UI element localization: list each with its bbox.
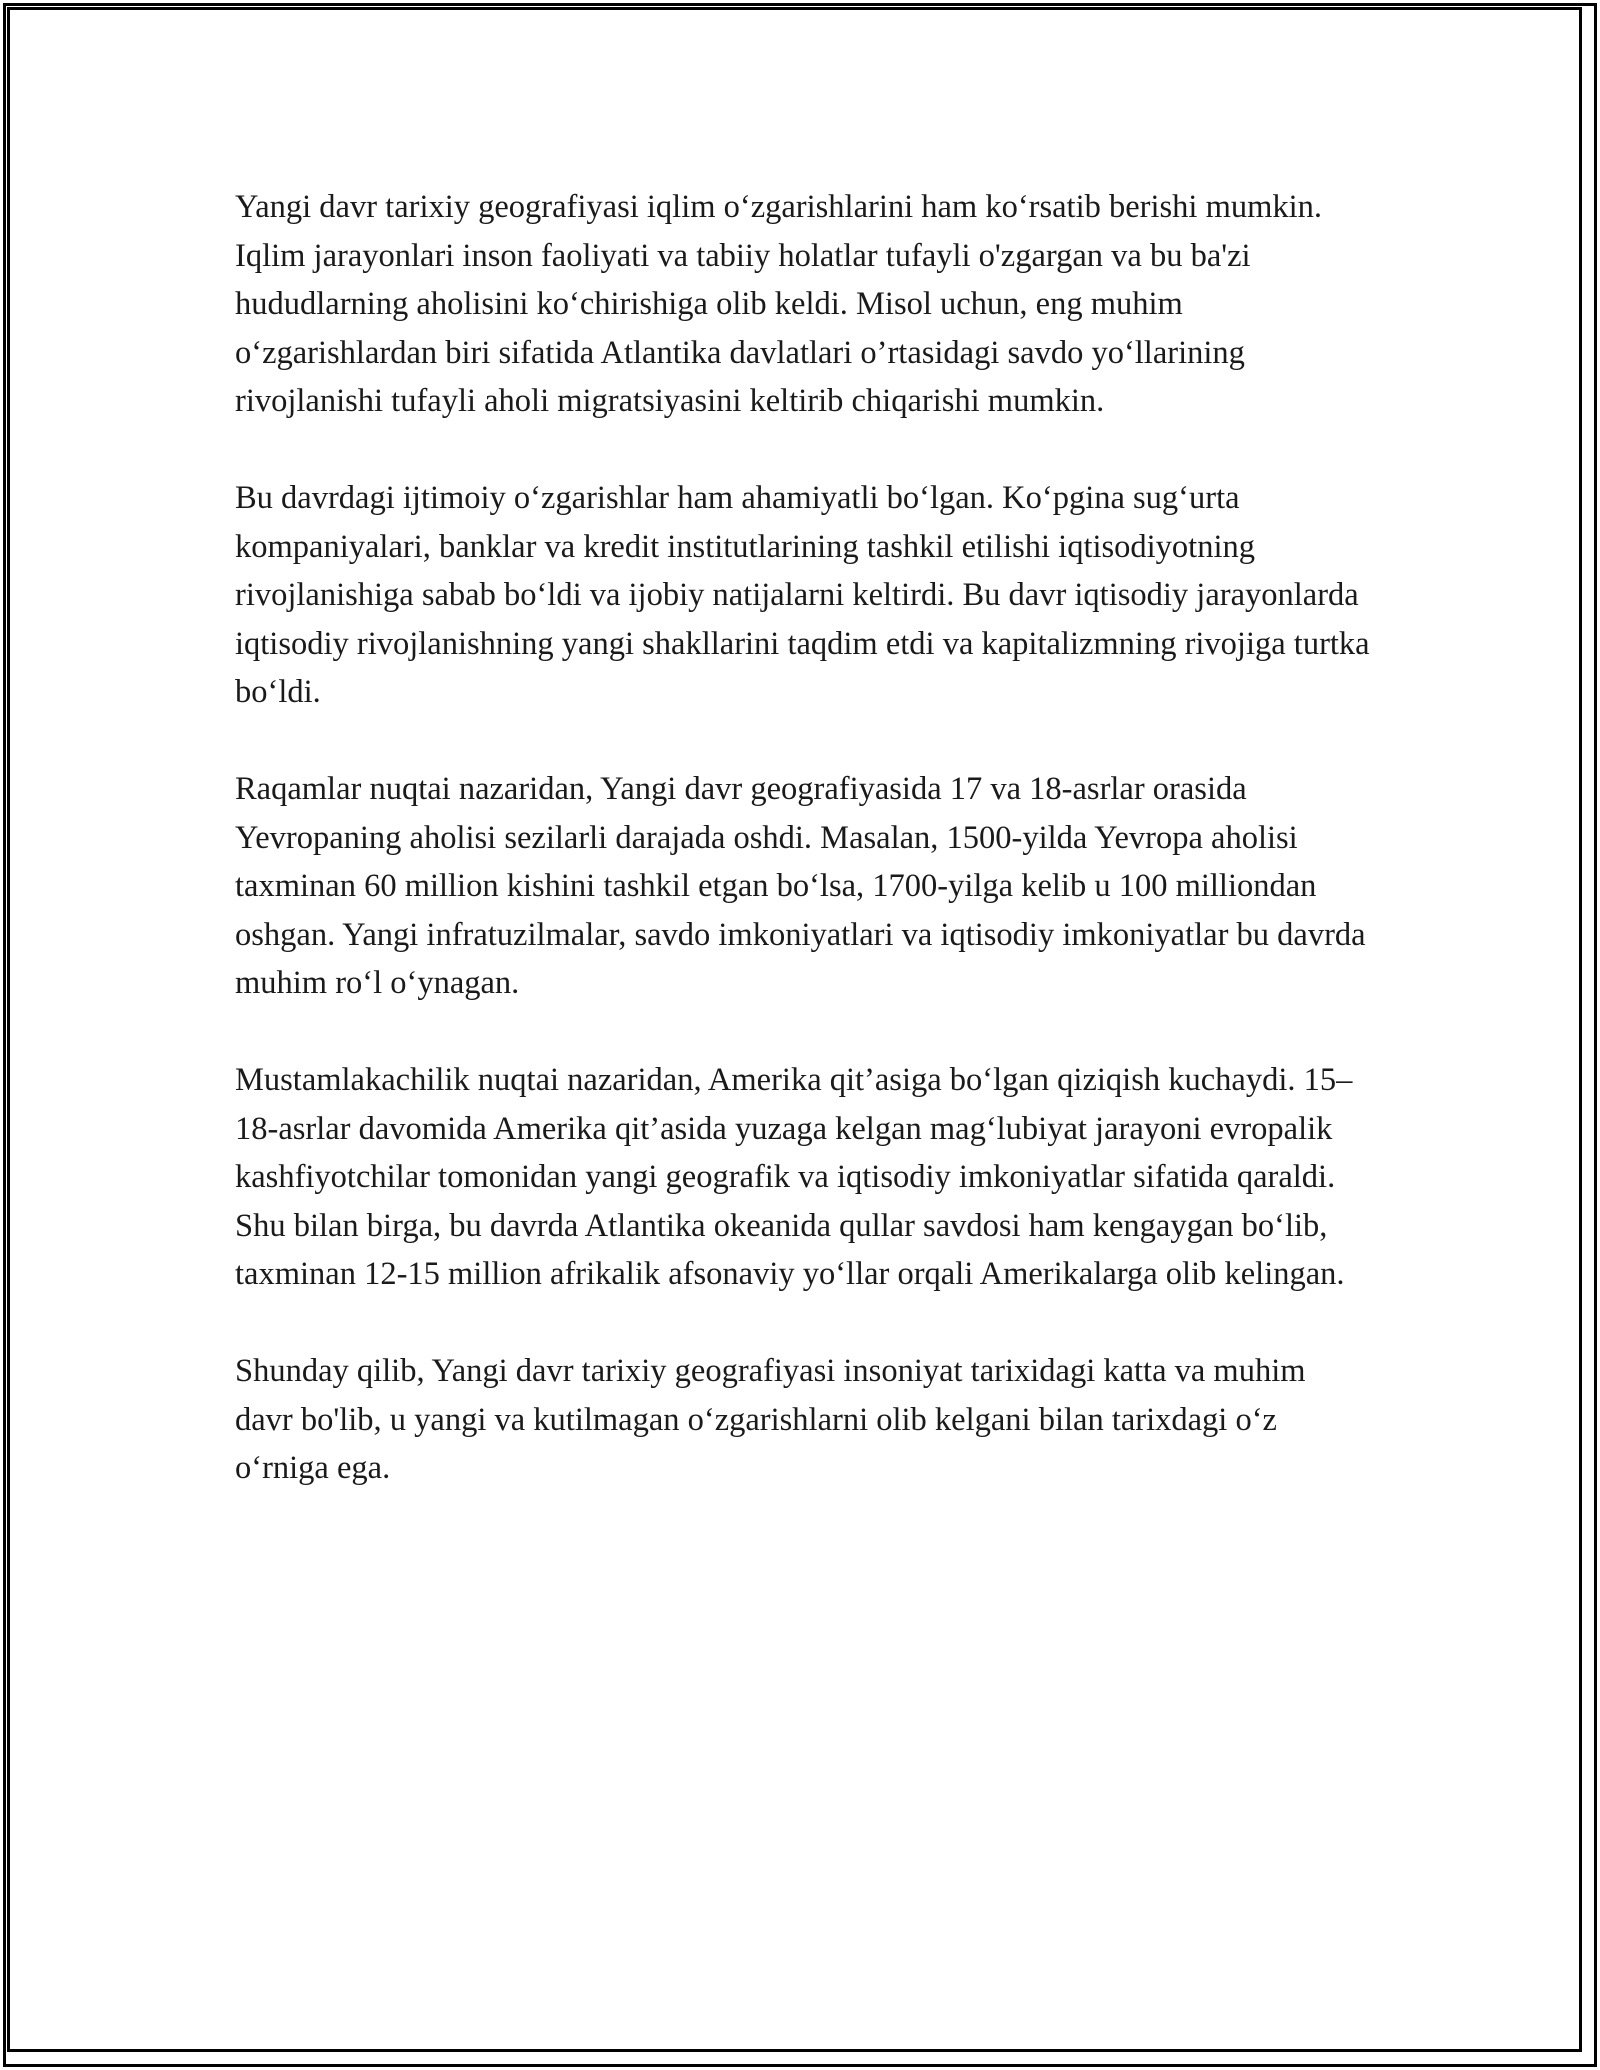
paragraph-social-changes: Bu davrdagi ijtimoiy o‘zgarishlar ham ahamiyatli bo‘lgan. Ko‘pgina sug‘urta kompaniyalari, banklar va kredit institutlarining tashkil etilishi iqtisodiyotning rivojlanishiga sabab bo‘ldi va ijobiy natijalarni keltirdi. Bu davr iqtisodiy jarayonlarda iqtisodiy rivojlanishning yangi shakllarini taqdim etdi va kapitalizmning rivojiga turtka bo‘ldi. (235, 480, 1370, 710)
paragraph-climate: Yangi davr tarixiy geografiyasi iqlim o‘zgarishlarini ham ko‘rsatib berishi mumkin. Iqlim jarayonlari inson faoliyati va tabiiy holatlar tufayli o'zgargan va bu ba'zi hududlarning aholisini ko‘chirishiga olib keldi. Misol uchun, eng muhim o‘zgarishlardan biri sifatida Atlantika davlatlari o’rtasidagi savdo yo‘llarining rivojlanishi tufayli aholi migratsiyasini keltirib chiqarishi mumkin. (235, 189, 1323, 419)
paragraph-colonialism: Mustamlakachilik nuqtai nazaridan, Amerika qit’asiga bo‘lgan qiziqish kuchaydi. 15–18-asrlar davomida Amerika qit’asida yuzaga kelgan mag‘lubiyat jarayoni evropalik kashfiyotchilar tomonidan yangi geografik va iqtisodiy imkoniyatlar sifatida qaraldi. Shu bilan birga, bu davrda Atlantika okeanida qullar savdosi ham kengaygan bo‘lib, taxminan 12-15 million afrikalik afsonaviy yo‘llar orqali Amerikalarga olib kelingan. (235, 1062, 1353, 1292)
paragraph-population: Raqamlar nuqtai nazaridan, Yangi davr geografiyasida 17 va 18-asrlar orasida Yevropaning aholisi sezilarli darajada oshdi. Masalan, 1500-yilda Yevropa aholisi taxminan 60 million kishini tashkil etgan bo‘lsa, 1700-yilga kelib u 100 milliondan oshgan. Yangi infratuzilmalar, savdo imkoniyatlari va iqtisodiy imkoniyatlar bu davrda muhim ro‘l o‘ynagan. (235, 771, 1366, 1001)
paragraph-conclusion: Shunday qilib, Yangi davr tarixiy geografiyasi insoniyat tarixidagi katta va muhim davr bo'lib, u yangi va kutilmagan o‘zgarishlarni olib kelgani bilan tarixdagi o‘z o‘rniga ega. (235, 1353, 1306, 1486)
document-body (235, 183, 1370, 1541)
